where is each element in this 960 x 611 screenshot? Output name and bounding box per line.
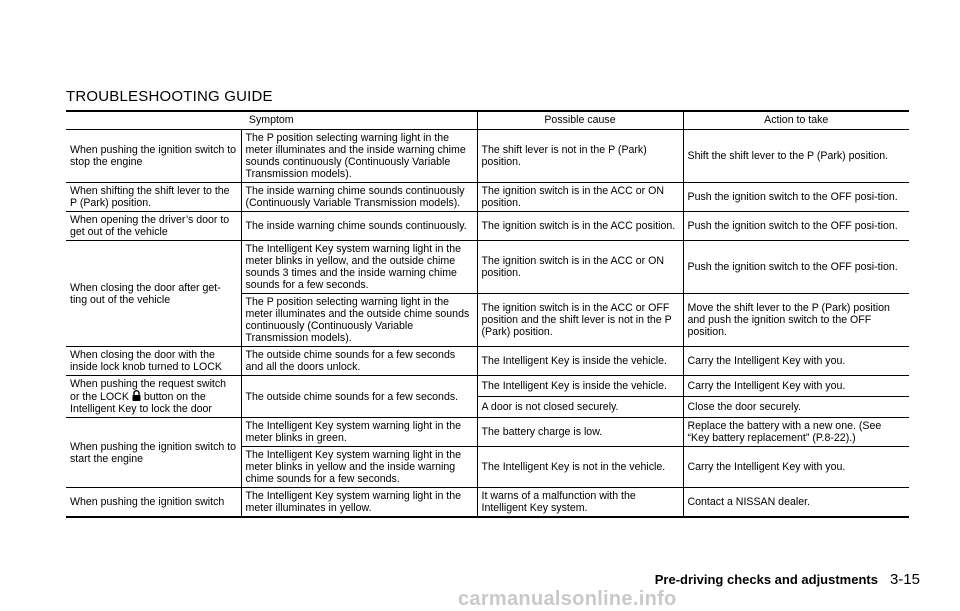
table-row	[66, 347, 909, 376]
action-cell: Carry the Intelligent Key with you.	[683, 376, 909, 397]
cause-cell: A door is not closed securely.	[477, 397, 683, 418]
cause-cell: The ignition switch is in the ACC or OFF position and the shift lever is not in the P (Park) position.	[477, 294, 683, 347]
symptom-cell: When pushing the ignition switch to stop the engine	[66, 130, 241, 183]
table-row	[66, 376, 909, 397]
action-cell: Push the ignition switch to the OFF posi-tion.	[683, 212, 909, 241]
action-cell: Push the ignition switch to the OFF posi-tion.	[683, 241, 909, 294]
table-row	[66, 418, 909, 447]
header-possible-cause: Possible cause	[477, 111, 683, 130]
footer-section-name: Pre-driving checks and adjustments	[654, 572, 878, 587]
action-cell: Replace the battery with a new one. (See “Key battery replacement” (P.8-22).)	[683, 418, 909, 447]
symptom-cell: When pushing the ignition switch to start the engine	[66, 418, 241, 488]
condition-cell: The P position selecting warning light in the meter illuminates and the outside chime sounds continuously (Continuously Variable Transmission models).	[241, 294, 477, 347]
table-row	[66, 212, 909, 241]
action-cell: Push the ignition switch to the OFF posi-tion.	[683, 183, 909, 212]
cause-cell: The ignition switch is in the ACC position.	[477, 212, 683, 241]
condition-cell: The outside chime sounds for a few seconds and all the doors unlock.	[241, 347, 477, 376]
cause-cell: The Intelligent Key is inside the vehicle.	[477, 376, 683, 397]
condition-cell: The Intelligent Key system warning light in the meter blinks in yellow and the inside warning chime sounds for a few seconds.	[241, 447, 477, 488]
table-row	[66, 130, 909, 183]
table-row	[66, 183, 909, 212]
cause-cell: The battery charge is low.	[477, 418, 683, 447]
action-cell: Contact a NISSAN dealer.	[683, 488, 909, 518]
condition-cell: The inside warning chime sounds continuously.	[241, 212, 477, 241]
symptom-cell	[66, 376, 241, 418]
page-footer	[655, 571, 920, 588]
troubleshooting-table	[66, 110, 909, 518]
table-header-row	[66, 111, 909, 130]
condition-cell: The Intelligent Key system warning light in the meter blinks in yellow, and the outside chime sounds 3 times and the inside warning chime sounds for a few seconds.	[241, 241, 477, 294]
action-cell: Shift the shift lever to the P (Park) position.	[683, 130, 909, 183]
action-cell: Move the shift lever to the P (Park) position and push the ignition switch to the OFF position.	[683, 294, 909, 347]
symptom-cell: When closing the door with the inside lock knob turned to LOCK	[66, 347, 241, 376]
table-row	[66, 488, 909, 518]
cause-cell: The Intelligent Key is not in the vehicle.	[477, 447, 683, 488]
cause-cell: It warns of a malfunction with the Intelligent Key system.	[477, 488, 683, 518]
condition-cell: The Intelligent Key system warning light in the meter illuminates in yellow.	[241, 488, 477, 518]
symptom-text-part: When pushing the request switch or the LOCK	[70, 378, 227, 403]
action-cell: Carry the Intelligent Key with you.	[683, 347, 909, 376]
symptom-cell: When opening the driver’s door to get out of the vehicle	[66, 212, 241, 241]
page-number: 3-15	[889, 571, 920, 588]
symptom-cell: When pushing the ignition switch	[66, 488, 241, 518]
action-cell: Carry the Intelligent Key with you.	[683, 447, 909, 488]
condition-cell: The inside warning chime sounds continuously (Continuously Variable Transmission models).	[241, 183, 477, 212]
watermark-text: carmanualsonline.info	[458, 588, 677, 610]
symptom-cell: When shifting the shift lever to the P (Park) position.	[66, 183, 241, 212]
header-action: Action to take	[683, 111, 909, 130]
condition-cell: The P position selecting warning light in the meter illuminates and the inside warning chime sounds continuously (Continuously Variable Transmission models).	[241, 130, 477, 183]
table-row	[66, 241, 909, 294]
header-symptom: Symptom	[66, 111, 477, 130]
lock-icon	[131, 390, 142, 401]
cause-cell: The Intelligent Key is inside the vehicle.	[477, 347, 683, 376]
action-cell: Close the door securely.	[683, 397, 909, 418]
cause-cell: The shift lever is not in the P (Park) position.	[477, 130, 683, 183]
cause-cell: The ignition switch is in the ACC or ON position.	[477, 183, 683, 212]
section-heading: TROUBLESHOOTING GUIDE	[66, 88, 273, 105]
condition-cell: The Intelligent Key system warning light in the meter blinks in green.	[241, 418, 477, 447]
condition-cell: The outside chime sounds for a few seconds.	[241, 376, 477, 418]
symptom-text-part: button on the Intelligent Key to lock the door	[70, 391, 212, 415]
symptom-cell: When closing the door after get-ting out of the vehicle	[66, 241, 241, 347]
cause-cell: The ignition switch is in the ACC or ON position.	[477, 241, 683, 294]
